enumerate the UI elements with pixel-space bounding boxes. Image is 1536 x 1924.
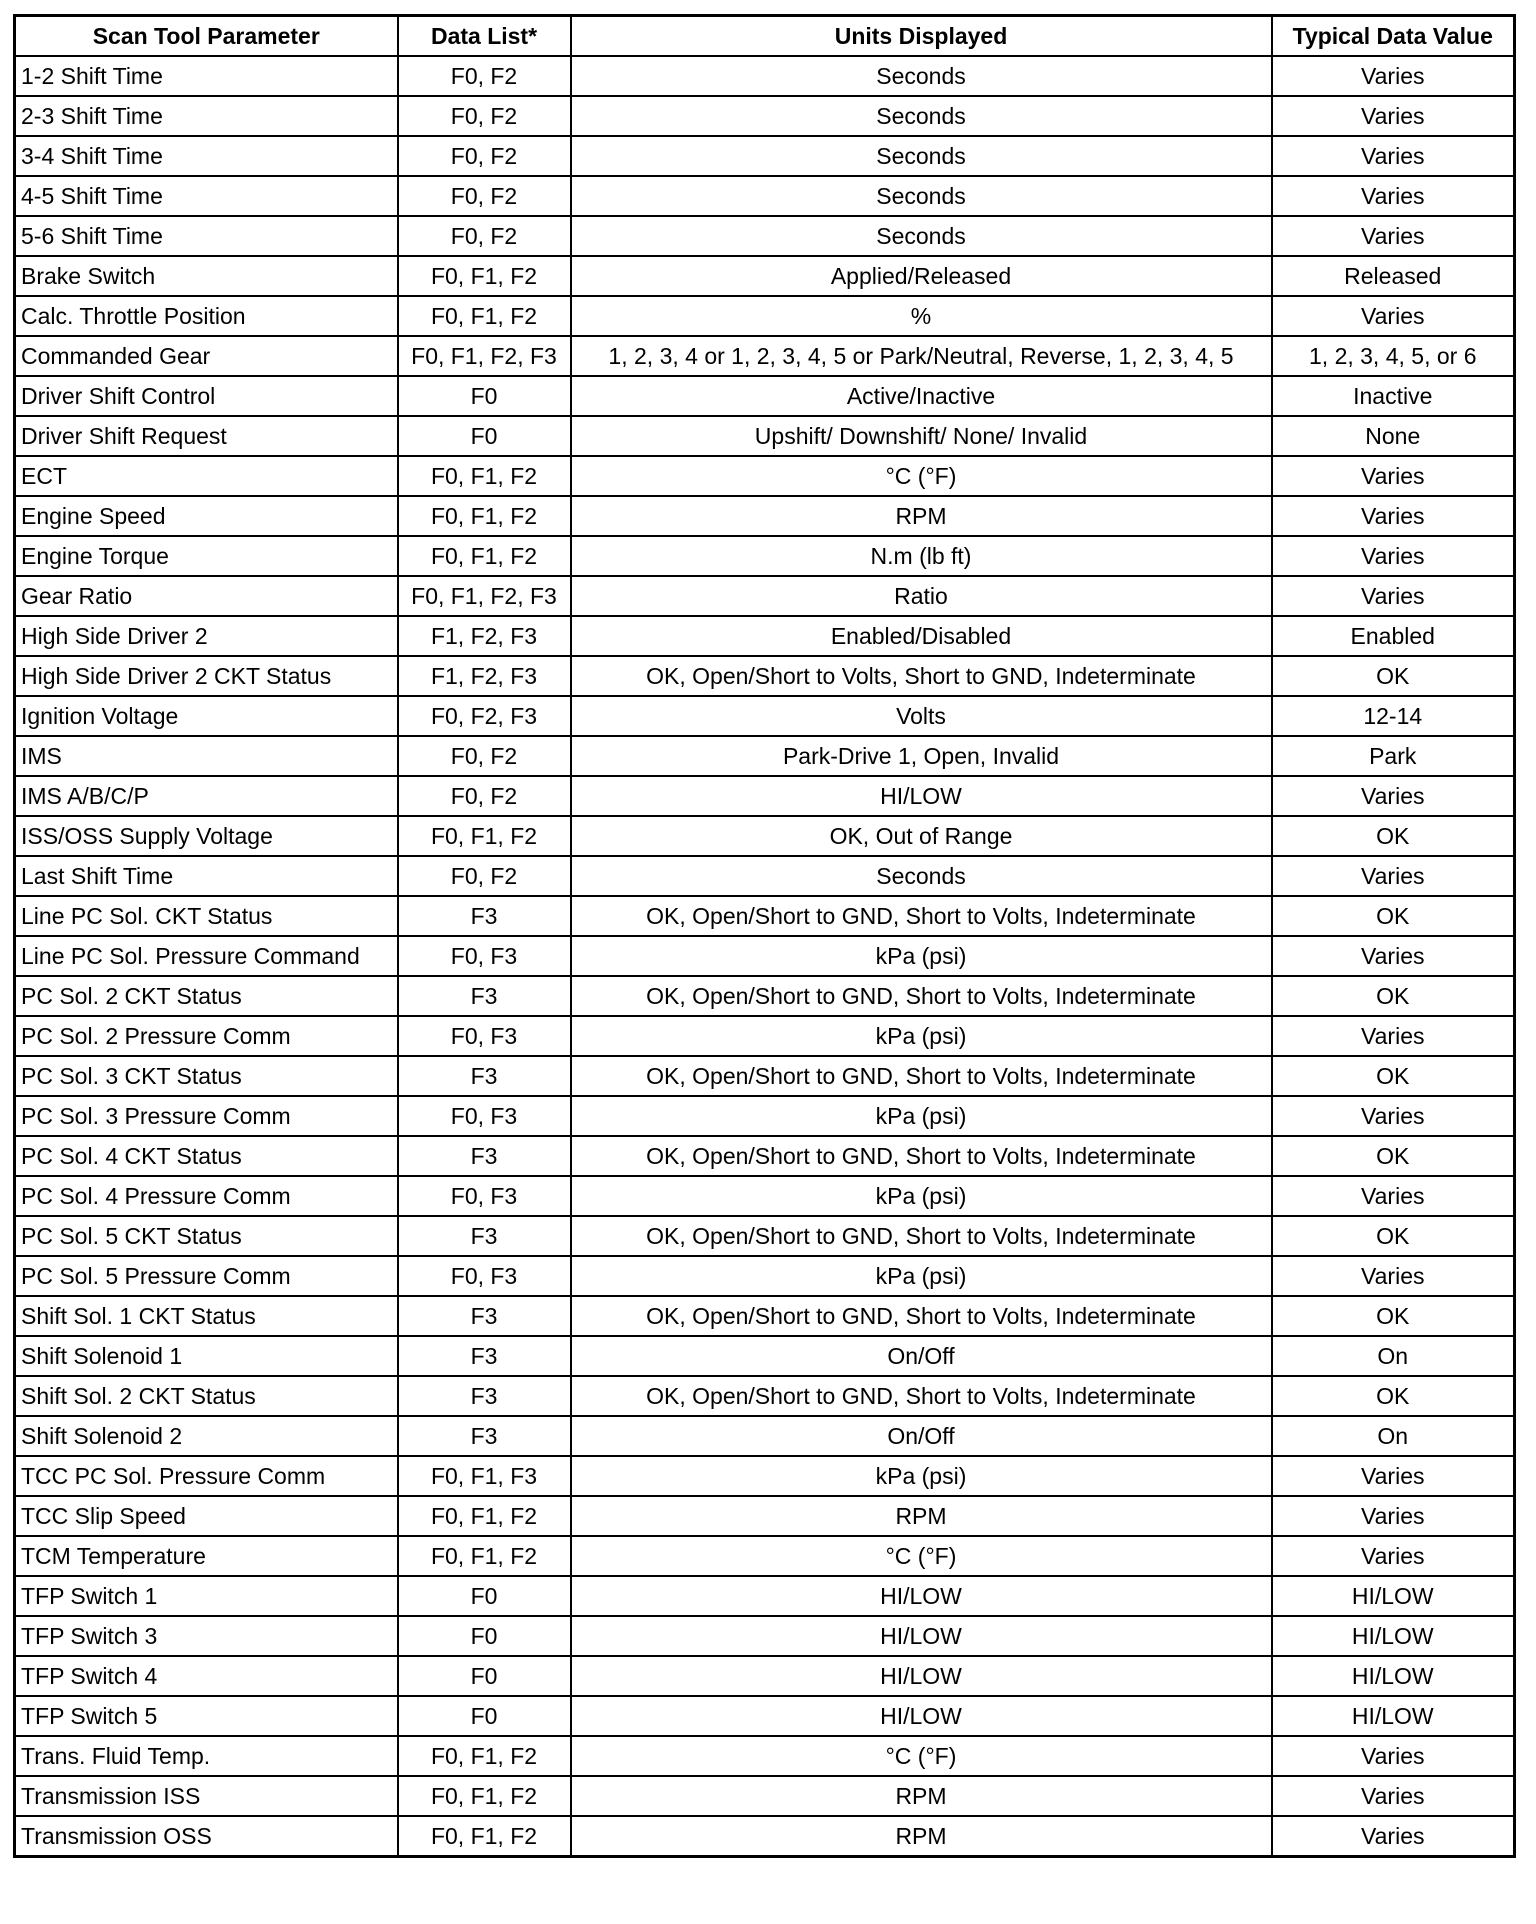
typical-value-cell: OK [1272,1376,1515,1416]
units-cell: Active/Inactive [571,376,1272,416]
data-list-cell: F3 [398,1336,571,1376]
data-list-cell: F0, F1, F2 [398,1816,571,1857]
data-list-cell: F0, F2 [398,736,571,776]
typical-value-cell: Varies [1272,496,1515,536]
table-row [15,336,1515,376]
data-list-cell: F0, F2 [398,776,571,816]
table-row [15,576,1515,616]
typical-value-cell: OK [1272,656,1515,696]
typical-value-cell: Varies [1272,1176,1515,1216]
units-cell: Seconds [571,136,1272,176]
typical-value-cell: Enabled [1272,616,1515,656]
units-cell: 1, 2, 3, 4 or 1, 2, 3, 4, 5 or Park/Neutral, Reverse, 1, 2, 3, 4, 5 [571,336,1272,376]
data-list-cell: F0, F1, F2 [398,456,571,496]
parameter-cell: High Side Driver 2 CKT Status [15,656,398,696]
parameter-cell: TFP Switch 1 [15,1576,398,1616]
parameter-cell: TCC Slip Speed [15,1496,398,1536]
table-row [15,1736,1515,1776]
typical-value-cell: 12-14 [1272,696,1515,736]
units-cell: % [571,296,1272,336]
parameter-cell: Ignition Voltage [15,696,398,736]
typical-value-cell: Varies [1272,1256,1515,1296]
units-cell: HI/LOW [571,1616,1272,1656]
units-cell: OK, Open/Short to GND, Short to Volts, Indeterminate [571,1056,1272,1096]
typical-value-cell: Varies [1272,576,1515,616]
parameter-cell: IMS A/B/C/P [15,776,398,816]
parameter-cell: PC Sol. 2 Pressure Comm [15,1016,398,1056]
table-row [15,816,1515,856]
data-list-cell: F0 [398,1616,571,1656]
typical-value-cell: Varies [1272,136,1515,176]
parameter-cell: Shift Solenoid 2 [15,1416,398,1456]
parameter-cell: 3-4 Shift Time [15,136,398,176]
parameter-cell: Commanded Gear [15,336,398,376]
typical-value-cell: Varies [1272,1456,1515,1496]
parameter-cell: PC Sol. 4 CKT Status [15,1136,398,1176]
table-row [15,1776,1515,1816]
parameter-cell: Shift Sol. 1 CKT Status [15,1296,398,1336]
units-cell: RPM [571,1816,1272,1857]
data-list-cell: F0, F2, F3 [398,696,571,736]
table-row [15,1656,1515,1696]
table-row [15,1616,1515,1656]
table-body [15,56,1515,1857]
parameter-cell: TFP Switch 3 [15,1616,398,1656]
data-list-cell: F0, F2 [398,96,571,136]
data-list-cell: F0 [398,1656,571,1696]
table-row [15,1096,1515,1136]
typical-value-cell: HI/LOW [1272,1616,1515,1656]
data-list-cell: F3 [398,1376,571,1416]
data-list-cell: F0, F3 [398,1256,571,1296]
parameter-cell: TFP Switch 5 [15,1696,398,1736]
table-row [15,1456,1515,1496]
typical-value-cell: Released [1272,256,1515,296]
table-row [15,1696,1515,1736]
parameter-cell: Transmission OSS [15,1816,398,1857]
table-row [15,1496,1515,1536]
header-units-displayed: Units Displayed [571,16,1272,57]
data-list-cell: F0, F2 [398,176,571,216]
units-cell: kPa (psi) [571,1456,1272,1496]
parameter-cell: PC Sol. 5 Pressure Comm [15,1256,398,1296]
table-row [15,1416,1515,1456]
units-cell: OK, Out of Range [571,816,1272,856]
data-list-cell: F0, F2 [398,216,571,256]
data-list-cell: F0, F1, F2 [398,816,571,856]
typical-value-cell: Varies [1272,1496,1515,1536]
table-row [15,1576,1515,1616]
typical-value-cell: Varies [1272,1096,1515,1136]
parameter-cell: 5-6 Shift Time [15,216,398,256]
units-cell: Enabled/Disabled [571,616,1272,656]
data-list-cell: F3 [398,1056,571,1096]
table-row [15,936,1515,976]
table-row [15,1176,1515,1216]
scan-tool-parameter-table [13,14,1516,1858]
parameter-cell: TCC PC Sol. Pressure Comm [15,1456,398,1496]
data-list-cell: F3 [398,1296,571,1336]
units-cell: On/Off [571,1416,1272,1456]
units-cell: Seconds [571,216,1272,256]
units-cell: kPa (psi) [571,1176,1272,1216]
table-row [15,216,1515,256]
table-row [15,1056,1515,1096]
units-cell: Seconds [571,56,1272,96]
typical-value-cell: None [1272,416,1515,456]
data-list-cell: F0 [398,416,571,456]
data-list-cell: F1, F2, F3 [398,616,571,656]
data-list-cell: F3 [398,976,571,1016]
typical-value-cell: OK [1272,1216,1515,1256]
units-cell: OK, Open/Short to GND, Short to Volts, Indeterminate [571,1216,1272,1256]
units-cell: Ratio [571,576,1272,616]
table-row [15,136,1515,176]
typical-value-cell: On [1272,1416,1515,1456]
units-cell: OK, Open/Short to GND, Short to Volts, Indeterminate [571,976,1272,1016]
data-list-cell: F0, F1, F2 [398,296,571,336]
units-cell: kPa (psi) [571,1016,1272,1056]
table-row [15,256,1515,296]
typical-value-cell: Varies [1272,776,1515,816]
units-cell: °C (°F) [571,1536,1272,1576]
parameter-cell: 1-2 Shift Time [15,56,398,96]
parameter-cell: Line PC Sol. Pressure Command [15,936,398,976]
typical-value-cell: Varies [1272,1016,1515,1056]
data-list-cell: F3 [398,1136,571,1176]
data-list-cell: F0, F1, F2 [398,1536,571,1576]
parameter-cell: TFP Switch 4 [15,1656,398,1696]
parameter-cell: Engine Speed [15,496,398,536]
table-row [15,696,1515,736]
units-cell: Seconds [571,856,1272,896]
units-cell: On/Off [571,1336,1272,1376]
units-cell: Seconds [571,176,1272,216]
units-cell: RPM [571,1776,1272,1816]
typical-value-cell: OK [1272,1056,1515,1096]
parameter-cell: Last Shift Time [15,856,398,896]
data-list-cell: F0, F2 [398,136,571,176]
units-cell: Seconds [571,96,1272,136]
table-row [15,656,1515,696]
parameter-cell: Line PC Sol. CKT Status [15,896,398,936]
data-list-cell: F0, F3 [398,936,571,976]
units-cell: N.m (lb ft) [571,536,1272,576]
units-cell: Applied/Released [571,256,1272,296]
table-row [15,736,1515,776]
typical-value-cell: Varies [1272,936,1515,976]
data-list-cell: F0 [398,1576,571,1616]
units-cell: OK, Open/Short to GND, Short to Volts, Indeterminate [571,896,1272,936]
parameter-cell: Driver Shift Request [15,416,398,456]
parameter-cell: PC Sol. 4 Pressure Comm [15,1176,398,1216]
data-list-cell: F0, F3 [398,1096,571,1136]
typical-value-cell: Varies [1272,216,1515,256]
parameter-cell: IMS [15,736,398,776]
units-cell: °C (°F) [571,1736,1272,1776]
typical-value-cell: OK [1272,1296,1515,1336]
units-cell: RPM [571,1496,1272,1536]
header-data-list: Data List* [398,16,571,57]
data-list-cell: F0, F1, F2 [398,496,571,536]
typical-value-cell: Varies [1272,296,1515,336]
units-cell: RPM [571,496,1272,536]
table-row [15,616,1515,656]
table-row [15,296,1515,336]
header-typical-data-value: Typical Data Value [1272,16,1515,57]
data-list-cell: F0 [398,376,571,416]
typical-value-cell: Varies [1272,856,1515,896]
parameter-cell: TCM Temperature [15,1536,398,1576]
units-cell: OK, Open/Short to GND, Short to Volts, Indeterminate [571,1376,1272,1416]
table-row [15,496,1515,536]
typical-value-cell: Varies [1272,96,1515,136]
table-row [15,416,1515,456]
data-list-cell: F0, F2 [398,56,571,96]
units-cell: HI/LOW [571,1576,1272,1616]
units-cell: OK, Open/Short to GND, Short to Volts, Indeterminate [571,1136,1272,1176]
parameter-cell: Transmission ISS [15,1776,398,1816]
header-scan-tool-parameter: Scan Tool Parameter [15,16,398,57]
data-list-cell: F0, F3 [398,1016,571,1056]
data-list-cell: F0, F1, F2, F3 [398,576,571,616]
parameter-cell: Shift Solenoid 1 [15,1336,398,1376]
table-row [15,1136,1515,1176]
units-cell: kPa (psi) [571,1256,1272,1296]
data-list-cell: F0, F1, F2 [398,1496,571,1536]
typical-value-cell: Varies [1272,1776,1515,1816]
units-cell: Volts [571,696,1272,736]
data-list-cell: F0, F2 [398,856,571,896]
typical-value-cell: 1, 2, 3, 4, 5, or 6 [1272,336,1515,376]
table-row [15,1016,1515,1056]
units-cell: kPa (psi) [571,936,1272,976]
units-cell: HI/LOW [571,1656,1272,1696]
parameter-cell: High Side Driver 2 [15,616,398,656]
typical-value-cell: Varies [1272,536,1515,576]
data-list-cell: F3 [398,1216,571,1256]
table-row [15,1536,1515,1576]
table-row [15,1376,1515,1416]
typical-value-cell: HI/LOW [1272,1696,1515,1736]
parameter-cell: Engine Torque [15,536,398,576]
parameter-cell: Brake Switch [15,256,398,296]
table-row [15,96,1515,136]
typical-value-cell: Varies [1272,456,1515,496]
parameter-cell: ECT [15,456,398,496]
parameter-cell: ISS/OSS Supply Voltage [15,816,398,856]
parameter-cell: PC Sol. 3 CKT Status [15,1056,398,1096]
typical-value-cell: Varies [1272,1536,1515,1576]
parameter-cell: Driver Shift Control [15,376,398,416]
data-list-cell: F0, F1, F2 [398,1776,571,1816]
data-list-cell: F3 [398,1416,571,1456]
table-row [15,456,1515,496]
typical-value-cell: Varies [1272,1736,1515,1776]
data-list-cell: F0, F1, F2, F3 [398,336,571,376]
units-cell: OK, Open/Short to Volts, Short to GND, Indeterminate [571,656,1272,696]
units-cell: HI/LOW [571,776,1272,816]
units-cell: Park-Drive 1, Open, Invalid [571,736,1272,776]
data-list-cell: F0, F1, F2 [398,256,571,296]
parameter-cell: 2-3 Shift Time [15,96,398,136]
data-list-cell: F1, F2, F3 [398,656,571,696]
typical-value-cell: OK [1272,896,1515,936]
typical-value-cell: Varies [1272,1816,1515,1857]
table-row [15,856,1515,896]
parameter-cell: Calc. Throttle Position [15,296,398,336]
data-list-cell: F0, F3 [398,1176,571,1216]
table-row [15,976,1515,1016]
data-list-cell: F0 [398,1696,571,1736]
typical-value-cell: Park [1272,736,1515,776]
table-row [15,1816,1515,1857]
table-row [15,1336,1515,1376]
typical-value-cell: OK [1272,1136,1515,1176]
data-list-cell: F0, F1, F2 [398,536,571,576]
units-cell: °C (°F) [571,456,1272,496]
parameter-cell: Gear Ratio [15,576,398,616]
data-list-cell: F0, F1, F3 [398,1456,571,1496]
table-row [15,176,1515,216]
typical-value-cell: Inactive [1272,376,1515,416]
table-row [15,1296,1515,1336]
parameter-cell: PC Sol. 5 CKT Status [15,1216,398,1256]
units-cell: HI/LOW [571,1696,1272,1736]
typical-value-cell: Varies [1272,176,1515,216]
typical-value-cell: OK [1272,976,1515,1016]
table-row [15,56,1515,96]
table-row [15,376,1515,416]
typical-value-cell: On [1272,1336,1515,1376]
parameter-cell: Shift Sol. 2 CKT Status [15,1376,398,1416]
data-list-cell: F3 [398,896,571,936]
parameter-cell: PC Sol. 3 Pressure Comm [15,1096,398,1136]
typical-value-cell: Varies [1272,56,1515,96]
table-row [15,1256,1515,1296]
parameter-cell: PC Sol. 2 CKT Status [15,976,398,1016]
table-row [15,776,1515,816]
table-row [15,536,1515,576]
typical-value-cell: HI/LOW [1272,1576,1515,1616]
typical-value-cell: OK [1272,816,1515,856]
parameter-cell: Trans. Fluid Temp. [15,1736,398,1776]
header-row [15,16,1515,57]
table-row [15,896,1515,936]
typical-value-cell: HI/LOW [1272,1656,1515,1696]
data-list-cell: F0, F1, F2 [398,1736,571,1776]
parameter-cell: 4-5 Shift Time [15,176,398,216]
units-cell: kPa (psi) [571,1096,1272,1136]
table-row [15,1216,1515,1256]
units-cell: Upshift/ Downshift/ None/ Invalid [571,416,1272,456]
units-cell: OK, Open/Short to GND, Short to Volts, Indeterminate [571,1296,1272,1336]
